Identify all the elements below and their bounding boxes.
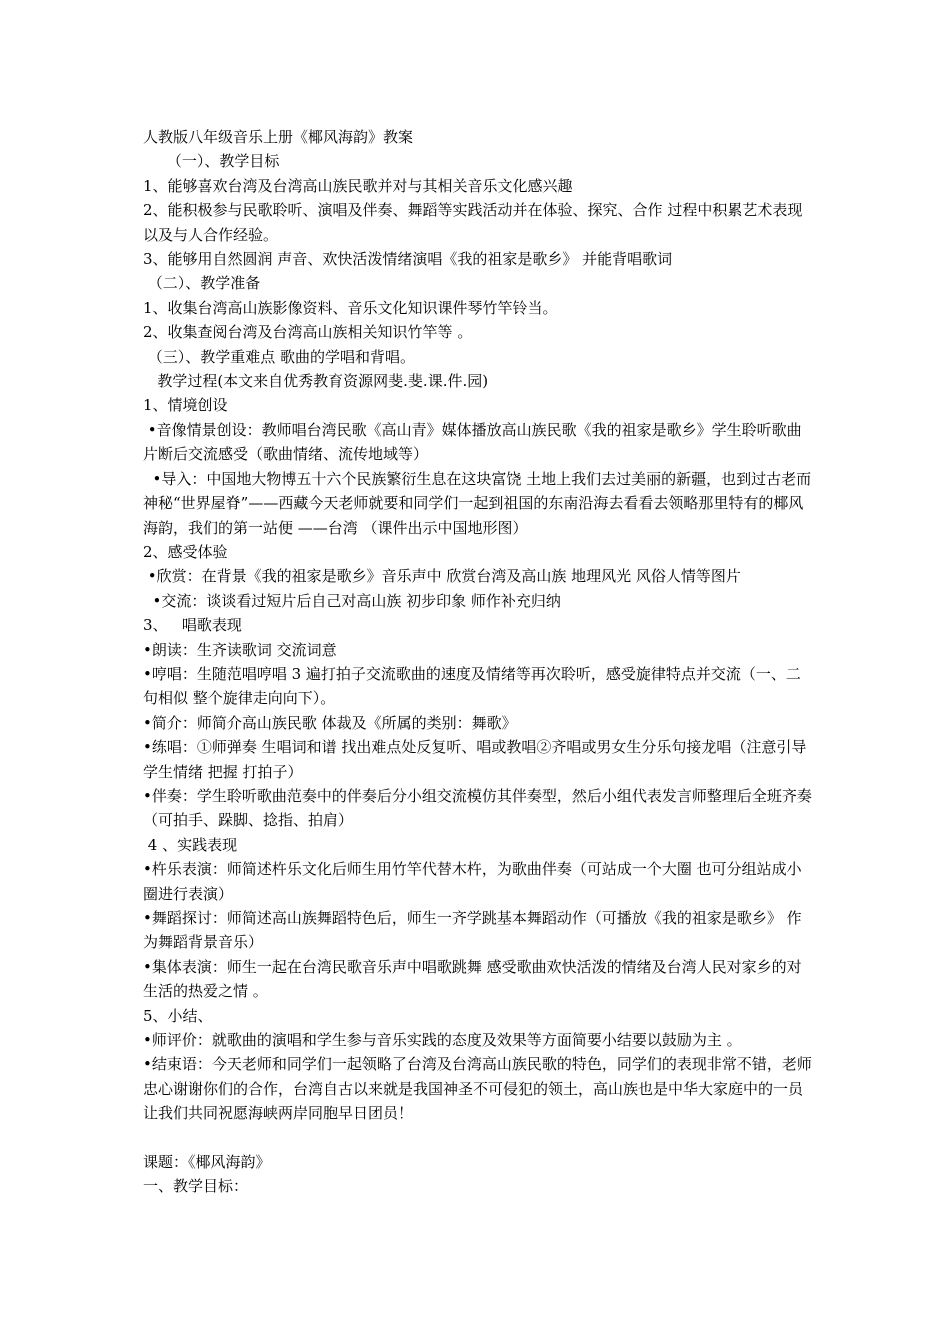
paragraph: •朗读：生齐读歌词 交流词意 [143, 640, 337, 659]
paragraph: •杵乐表演：师简述杵乐文化后师生用竹竿代替木杵，为歌曲伴奏（可站成一个大圈 也可分组站成小圈进行表演） [143, 860, 802, 903]
paragraph: 1、能够喜欢台湾及台湾高山族民歌并对与其相关音乐文化感兴趣 [143, 176, 573, 195]
paragraph: •音像情景创设：教师唱台湾民歌《高山青》媒体播放高山族民歌《我的祖家是歌乡》学生聆听歌曲片断后交流感受（歌曲情绪、流传地域等） [143, 420, 802, 464]
step-heading: 5、小结、 [143, 1006, 213, 1025]
step-heading: 4 、实践表现 [143, 835, 238, 854]
section-heading-objectives: （一）、教学目标 [143, 152, 280, 171]
document-body [143, 125, 817, 1199]
paragraph: 2、能积极参与民歌聆听、演唱及伴奏、舞蹈等实践活动并在体验、探究、合作 过程中积累艺术表现以及与人合作经验。 [143, 201, 803, 244]
step-heading: 3、 唱歌表现 [143, 616, 242, 635]
paragraph: •舞蹈探讨：师简述高山族舞蹈特色后，师生一齐学跳基本舞蹈动作（可播放《我的祖家是歌乡》 作为舞蹈背景音乐） [143, 909, 802, 952]
paragraph: •交流：谈谈看过短片后自己对高山族 初步印象 师作补充归纳 [143, 591, 561, 610]
paragraph: •欣赏：在背景《我的祖家是歌乡》音乐声中 欣赏台湾及高山族 地理风光 风俗人情等图片 [143, 567, 741, 586]
paragraph: •伴奏：学生聆听歌曲范奏中的伴奏后分小组交流模仿其伴奏型，然后小组代表发言师整理后全班齐奏 （可拍手、跺脚、捻指、拍肩） [143, 786, 817, 830]
lesson-topic: 课题：《椰风海韵》 [143, 1153, 271, 1172]
paragraph: •师评价：就歌曲的演唱和学生参与音乐实践的态度及效果等方面简要小结要以鼓励为主 。 [143, 1031, 742, 1050]
section-heading-process: 教学过程(本文来自优秀教育资源网斐.斐.课.件.园) [143, 372, 489, 391]
paragraph: •哼唱：生随范唱哼唱 3 遍打拍子交流歌曲的速度及情绪等再次聆听，感受旋律特点并交流（一、二句相似 整个旋律走向向下）。 [143, 664, 801, 708]
step-heading: 2、感受体验 [143, 542, 228, 561]
paragraph: •导入：中国地大物博五十六个民族繁衍生息在这块富饶 土地上我们去过美丽的新疆，也到过古老而神秘“世界屋脊”——西藏今天老师就要和同学们一起到祖国的东南沿海去看看去领略那里特有的椰风海韵，我们的第一站便 ——台湾 （课件出示中国地形图） [143, 469, 812, 537]
paragraph: 3、能够用自然圆润 声音、欢快活泼情绪演唱《我的祖家是歌乡》 并能背唱歌词 [143, 250, 673, 269]
section-heading-key-points: （三）、教学重难点 歌曲的学唱和背唱。 [143, 347, 416, 366]
blank-line [143, 1126, 813, 1150]
paragraph: 1、收集台湾高山族影像资料、音乐文化知识课件琴竹竿铃当。 [143, 298, 558, 317]
paragraph: 2、收集查阅台湾及台湾高山族相关知识竹竿等 。 [143, 323, 473, 342]
paragraph: •简介：师简介高山族民歌 体裁及《所属的类别：舞歌》 [143, 713, 517, 732]
step-heading: 1、情境创设 [143, 396, 228, 415]
section-heading: 一、教学目标： [143, 1177, 249, 1196]
paragraph: •练唱：①师弹奏 生唱词和谱 找出难点处反复听、唱或教唱②齐唱或男女生分乐句接龙唱（注意引导学生情绪 把握 打拍子） [143, 738, 807, 781]
section-heading-preparation: （二）、教学准备 [143, 274, 261, 293]
paragraph: •集体表演：师生一起在台湾民歌音乐声中唱歌跳舞 感受歌曲欢快活泼的情绪及台湾人民对家乡的对生活的热爱之情 。 [143, 957, 802, 1001]
paragraph: •结束语：今天老师和同学们一起领略了台湾及台湾高山族民歌的特色，同学们的表现非常不错，老师忠心谢谢你们的合作，台湾自古以来就是我国神圣不可侵犯的领土，高山族也是中华大家庭中的一员让我们共同祝愿海峡两岸同胞早日团员！ [143, 1055, 812, 1123]
document-title: 人教版八年级音乐上册《椰风海韵》教案 [143, 128, 414, 146]
